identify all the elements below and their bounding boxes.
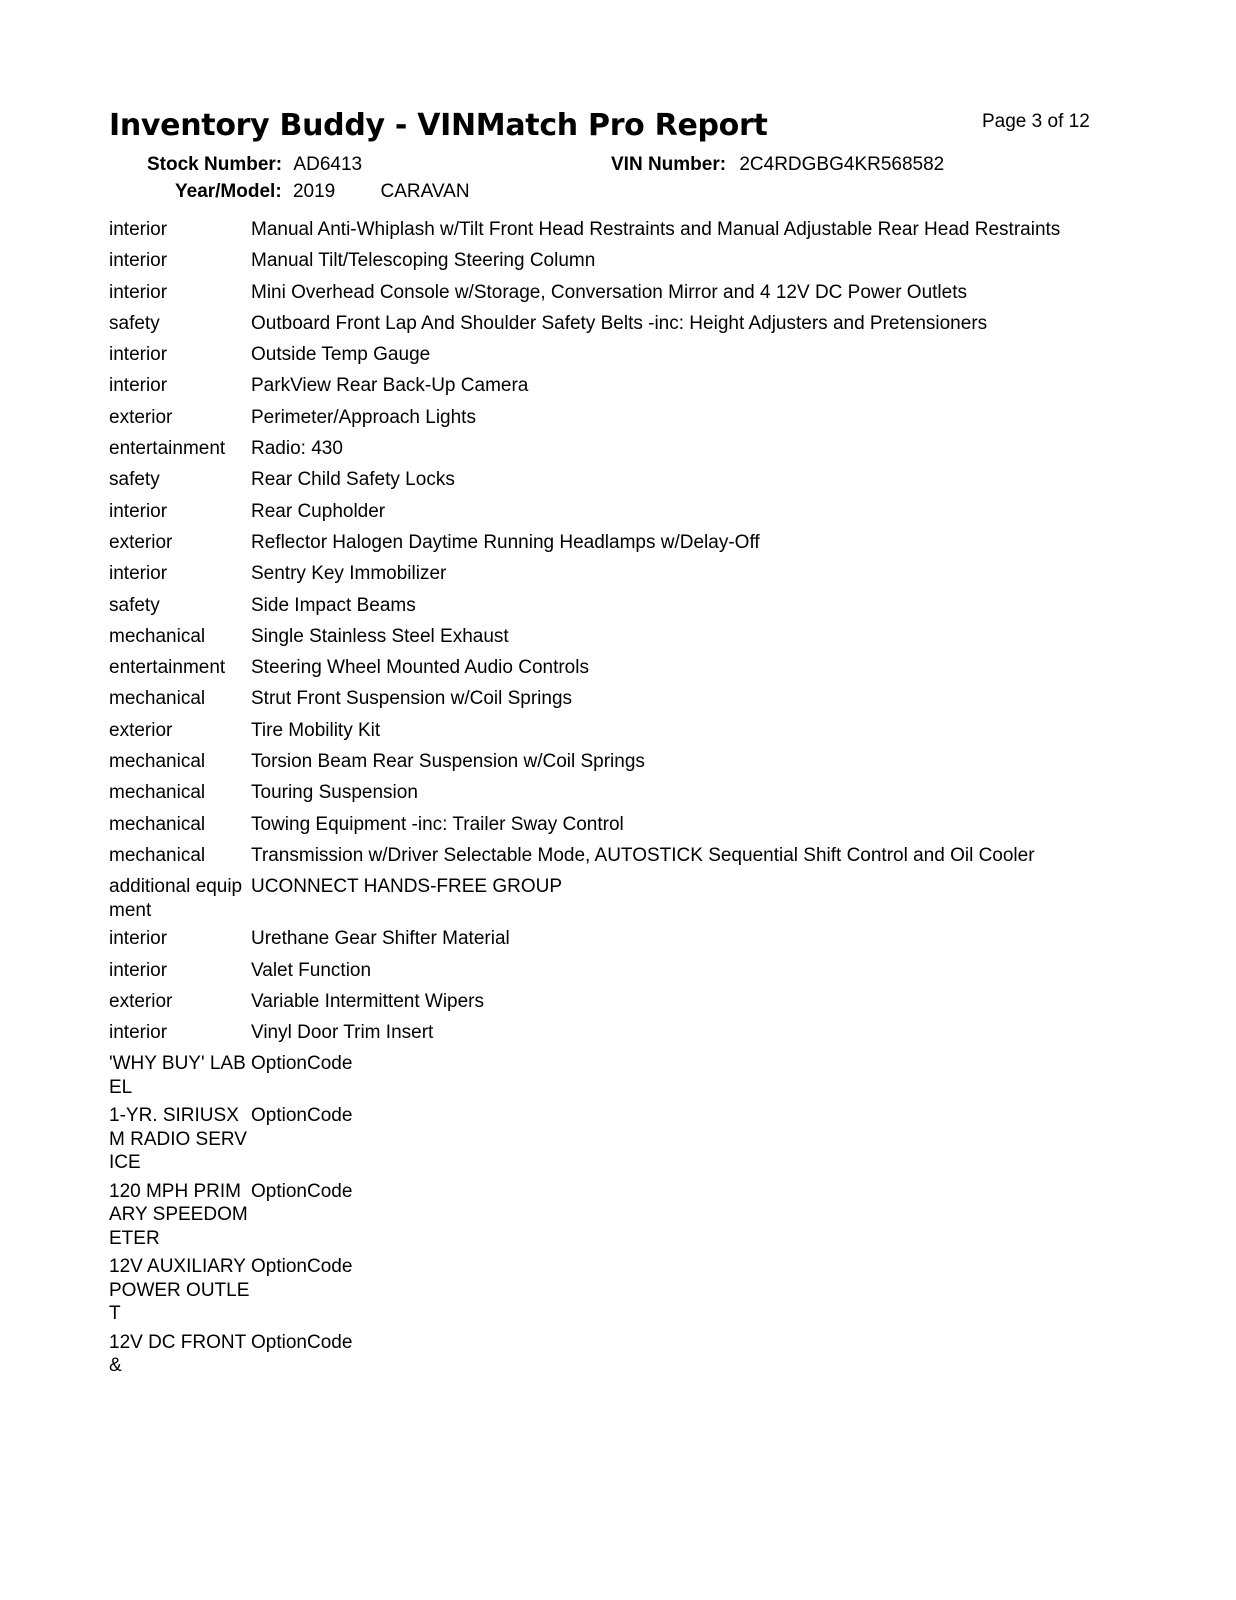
equipment-row: [109, 625, 1119, 656]
equipment-description: Urethane Gear Shifter Material: [251, 928, 510, 950]
equipment-description: Vinyl Door Trim Insert: [251, 1022, 434, 1044]
equipment-category: mechanical: [109, 625, 206, 647]
equipment-category: entertainment: [109, 657, 226, 679]
equipment-row: [109, 781, 1119, 812]
equipment-row: [109, 562, 1119, 593]
vin-number-label: VIN Number:: [611, 154, 727, 175]
equipment-description: Touring Suspension: [251, 782, 418, 804]
equipment-category: mechanical: [109, 688, 206, 710]
equipment-category: interior: [109, 219, 168, 240]
vin-number-field: [611, 154, 944, 176]
equipment-row: [109, 1104, 1119, 1180]
equipment-category: 120 MPH PRIMARY SPEEDOMETER: [109, 1180, 248, 1249]
equipment-row: [109, 437, 1119, 468]
equipment-row: [109, 1052, 1119, 1104]
equipment-category: safety: [109, 594, 160, 616]
equipment-category: interior: [109, 375, 168, 397]
equipment-description: UCONNECT HANDS-FREE GROUP: [251, 876, 563, 898]
equipment-row: [109, 531, 1119, 562]
year-value: 2019: [292, 181, 336, 202]
equipment-row: [109, 218, 1119, 249]
equipment-row: [109, 875, 1119, 927]
stock-number-label: Stock Number:: [147, 154, 283, 175]
equipment-category: mechanical: [109, 813, 206, 835]
equipment-row: [109, 927, 1119, 958]
equipment-category: 12V DC FRONT &: [109, 1331, 246, 1377]
equipment-row: [109, 656, 1119, 687]
equipment-description: Sentry Key Immobilizer: [251, 563, 447, 585]
equipment-description: Radio: 430: [251, 438, 343, 460]
equipment-category: safety: [109, 469, 160, 491]
equipment-description: Manual Anti-Whiplash w/Tilt Front Head Restraints and Manual Adjustable Rear Head Restraints: [251, 219, 1061, 240]
equipment-row: [109, 1021, 1119, 1052]
equipment-row: [109, 594, 1119, 625]
equipment-description: Reflector Halogen Daytime Running Headlamps w/Delay-Off: [251, 531, 760, 553]
equipment-row: [109, 959, 1119, 990]
equipment-row: [109, 468, 1119, 499]
equipment-row: [109, 500, 1119, 531]
equipment-description: OptionCode: [251, 1105, 353, 1127]
equipment-category: mechanical: [109, 844, 206, 866]
equipment-row: [109, 343, 1119, 374]
equipment-category: interior: [109, 281, 168, 303]
equipment-row: [109, 312, 1119, 343]
equipment-description: Torsion Beam Rear Suspension w/Coil Springs: [251, 751, 645, 773]
equipment-description: Variable Intermittent Wipers: [251, 990, 485, 1012]
equipment-description: Rear Cupholder: [251, 500, 386, 522]
equipment-category: exterior: [109, 719, 173, 741]
equipment-description: Transmission w/Driver Selectable Mode, AUTOSTICK Sequential Shift Control and Oil Cooler: [251, 844, 1035, 866]
equipment-description: Tire Mobility Kit: [251, 719, 381, 741]
equipment-description: Outboard Front Lap And Shoulder Safety Belts -inc: Height Adjusters and Pretensioners: [251, 312, 988, 334]
equipment-row: [109, 1180, 1119, 1256]
equipment-description: Perimeter/Approach Lights: [251, 406, 476, 428]
equipment-category: 1-YR. SIRIUSXM RADIO SERVICE: [109, 1105, 247, 1174]
equipment-description: Side Impact Beams: [251, 594, 416, 616]
equipment-list: [109, 218, 1119, 1383]
equipment-row: [109, 750, 1119, 781]
equipment-description: ParkView Rear Back-Up Camera: [251, 375, 529, 397]
equipment-category: interior: [109, 959, 168, 981]
equipment-category: 12V AUXILIARY POWER OUTLET: [109, 1256, 250, 1325]
equipment-row: [109, 1255, 1119, 1331]
model-value: CARAVAN: [380, 181, 470, 202]
equipment-row: [109, 990, 1119, 1021]
equipment-description: Outside Temp Gauge: [251, 344, 431, 366]
equipment-category: interior: [109, 928, 168, 950]
year-model-field: [175, 181, 470, 203]
equipment-category: exterior: [109, 531, 173, 553]
equipment-row: [109, 281, 1119, 312]
stock-number-field: [147, 154, 362, 176]
equipment-category: interior: [109, 500, 168, 522]
equipment-description: Steering Wheel Mounted Audio Controls: [251, 657, 589, 679]
equipment-category: mechanical: [109, 751, 206, 773]
equipment-row: [109, 844, 1119, 875]
equipment-row: [109, 687, 1119, 718]
equipment-description: Rear Child Safety Locks: [251, 469, 455, 491]
equipment-row: [109, 1331, 1119, 1383]
equipment-description: Towing Equipment -inc: Trailer Sway Control: [251, 813, 624, 835]
equipment-row: [109, 813, 1119, 844]
equipment-description: OptionCode: [251, 1053, 353, 1075]
equipment-description: Manual Tilt/Telescoping Steering Column: [251, 250, 596, 272]
year-model-label: Year/Model:: [175, 181, 282, 202]
stock-number-value: AD6413: [293, 154, 363, 175]
equipment-category: safety: [109, 312, 160, 334]
page-number: Page 3 of 12: [982, 111, 1090, 132]
equipment-category: mechanical: [109, 782, 206, 804]
equipment-row: [109, 374, 1119, 405]
equipment-category: interior: [109, 563, 168, 585]
equipment-category: 'WHY BUY' LABEL: [109, 1053, 246, 1098]
equipment-category: interior: [109, 344, 168, 366]
equipment-row: [109, 719, 1119, 750]
equipment-description: Strut Front Suspension w/Coil Springs: [251, 688, 573, 710]
equipment-description: Single Stainless Steel Exhaust: [251, 625, 509, 647]
equipment-category: exterior: [109, 406, 173, 428]
equipment-description: Mini Overhead Console w/Storage, Conversation Mirror and 4 12V DC Power Outlets: [251, 281, 967, 303]
equipment-category: interior: [109, 250, 168, 272]
equipment-category: interior: [109, 1022, 168, 1044]
equipment-description: OptionCode: [251, 1331, 353, 1353]
equipment-row: [109, 406, 1119, 437]
equipment-category: entertainment: [109, 438, 226, 460]
equipment-category: exterior: [109, 990, 173, 1012]
equipment-description: OptionCode: [251, 1180, 353, 1202]
equipment-description: Valet Function: [251, 959, 372, 981]
equipment-category: additional equipment: [109, 876, 243, 921]
report-title: Inventory Buddy - VINMatch Pro Report: [109, 108, 768, 143]
vin-number-value: 2C4RDGBG4KR568582: [739, 154, 945, 175]
equipment-row: [109, 249, 1119, 280]
equipment-description: OptionCode: [251, 1256, 353, 1278]
